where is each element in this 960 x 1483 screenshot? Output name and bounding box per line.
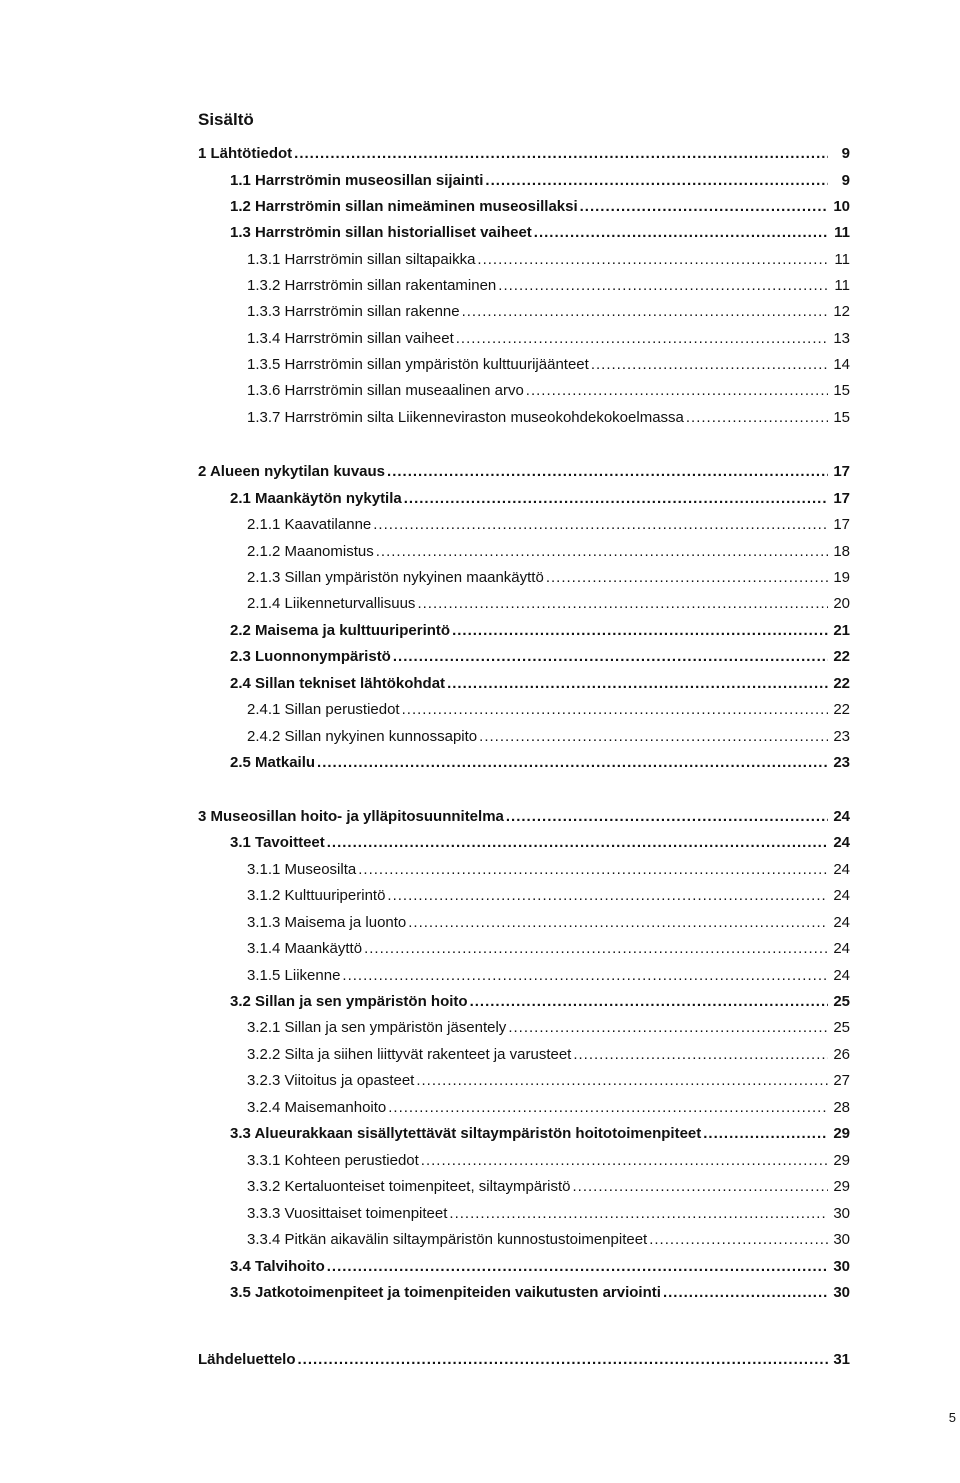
leader-dots bbox=[317, 753, 828, 773]
toc-entry-page: 25 bbox=[833, 993, 850, 1010]
toc-entry-label: 2.4.1 Sillan perustiedot bbox=[247, 701, 400, 718]
toc-entry[interactable] bbox=[247, 1151, 850, 1171]
toc-entry[interactable] bbox=[230, 1124, 850, 1144]
toc-entry[interactable] bbox=[198, 144, 850, 164]
toc-entry-page: 11 bbox=[834, 277, 850, 294]
toc-entry-label: 3.2 Sillan ja sen ympäristön hoito bbox=[230, 993, 468, 1010]
toc-entry-page: 18 bbox=[833, 543, 850, 560]
toc-entry-label: 2.4 Sillan tekniset lähtökohdat bbox=[230, 675, 446, 692]
leader-dots bbox=[479, 727, 828, 747]
leader-dots bbox=[421, 1151, 828, 1171]
leader-dots bbox=[327, 1257, 828, 1277]
toc-entry-label: 3.1 Tavoitteet bbox=[230, 834, 325, 851]
toc-entry[interactable] bbox=[230, 833, 850, 853]
leader-dots bbox=[534, 223, 828, 243]
toc-entry[interactable] bbox=[247, 355, 850, 375]
toc-entry[interactable] bbox=[247, 886, 850, 906]
toc-entry-label: 3.1.2 Kulttuuriperintö bbox=[247, 887, 386, 904]
leader-dots bbox=[546, 568, 828, 588]
leader-dots bbox=[470, 992, 828, 1012]
toc-entry-page: 17 bbox=[833, 490, 850, 507]
toc-entry-page: 24 bbox=[833, 861, 850, 878]
toc-entry[interactable] bbox=[230, 197, 850, 217]
toc-entry-page: 30 bbox=[833, 1284, 850, 1301]
toc-entry-label: 1.3.7 Harrströmin silta Liikenneviraston museokohdekokoelmassa bbox=[247, 409, 684, 426]
toc-entry-page: 9 bbox=[841, 172, 850, 189]
toc-entry-label: 1.3.3 Harrströmin sillan rakenne bbox=[247, 303, 460, 320]
toc-entry-label: 3.1.5 Liikenne bbox=[247, 967, 341, 984]
toc-entry-page: 12 bbox=[833, 303, 850, 320]
toc-entry-label: 3.1.1 Museosilta bbox=[247, 861, 357, 878]
toc-entry-page: 19 bbox=[833, 569, 850, 586]
leader-dots bbox=[294, 144, 828, 164]
toc-entry[interactable] bbox=[230, 1283, 850, 1303]
leader-dots bbox=[387, 462, 828, 482]
leader-dots bbox=[447, 674, 828, 694]
toc-entry-label: 2.1 Maankäytön nykytila bbox=[230, 490, 402, 507]
toc-entry[interactable] bbox=[247, 1018, 850, 1038]
toc-entry-page: 24 bbox=[833, 834, 850, 851]
leader-dots bbox=[417, 594, 828, 614]
toc-entry[interactable] bbox=[230, 992, 850, 1012]
toc-entry[interactable] bbox=[247, 276, 850, 296]
toc-entry[interactable] bbox=[247, 966, 850, 986]
leader-dots bbox=[573, 1177, 828, 1197]
toc-entry[interactable] bbox=[247, 939, 850, 959]
toc-entry-page: 9 bbox=[841, 145, 850, 162]
toc-entry-page: 24 bbox=[833, 914, 850, 931]
toc-entry-label: 2 Alueen nykytilan kuvaus bbox=[198, 463, 386, 480]
leader-dots bbox=[649, 1230, 828, 1250]
toc-entry-label: 3.5 Jatkotoimenpiteet ja toimenpiteiden vaikutusten arviointi bbox=[230, 1284, 661, 1301]
toc-entry-page: 11 bbox=[834, 251, 850, 268]
toc-entry[interactable] bbox=[247, 594, 850, 614]
toc-entry-page: 31 bbox=[833, 1351, 850, 1368]
leader-dots bbox=[376, 542, 828, 562]
toc-entry-label: 3 Museosillan hoito- ja ylläpitosuunnitelma bbox=[198, 808, 504, 825]
leader-dots bbox=[573, 1045, 828, 1065]
toc-entry[interactable] bbox=[198, 807, 850, 827]
toc-entry-page: 25 bbox=[833, 1019, 850, 1036]
toc-entry-label: 2.1.2 Maanomistus bbox=[247, 543, 374, 560]
toc-entry-label: 1 Lähtötiedot bbox=[198, 145, 293, 162]
toc-entry-label: 1.3 Harrströmin sillan historialliset vaiheet bbox=[230, 224, 532, 241]
leader-dots bbox=[526, 381, 828, 401]
toc-entry-label: 2.3 Luonnonympäristö bbox=[230, 648, 391, 665]
toc-entry-page: 24 bbox=[833, 808, 850, 825]
toc-entry[interactable] bbox=[198, 462, 850, 482]
leader-dots bbox=[452, 621, 828, 641]
toc-entry-page: 30 bbox=[833, 1231, 850, 1248]
leader-dots bbox=[703, 1124, 828, 1144]
toc-entry-label: 3.3.3 Vuosittaiset toimenpiteet bbox=[247, 1205, 448, 1222]
toc-entry-page: 27 bbox=[833, 1072, 850, 1089]
leader-dots bbox=[456, 329, 828, 349]
toc-entry-label: 1.3.5 Harrströmin sillan ympäristön kulttuurijäänteet bbox=[247, 356, 589, 373]
toc-entry-page: 22 bbox=[833, 701, 850, 718]
toc-entry-label: 3.2.3 Viitoitus ja opasteet bbox=[247, 1072, 415, 1089]
leader-dots bbox=[498, 276, 828, 296]
toc-entry-label: 1.3.4 Harrströmin sillan vaiheet bbox=[247, 330, 454, 347]
toc-entry[interactable] bbox=[198, 1350, 850, 1370]
toc-entry-page: 29 bbox=[833, 1152, 850, 1169]
toc-entry-label: 2.1.3 Sillan ympäristön nykyinen maankäyttö bbox=[247, 569, 544, 586]
toc-entry-label: 2.1.4 Liikenneturvallisuus bbox=[247, 595, 416, 612]
leader-dots bbox=[327, 833, 828, 853]
toc-entry-label: 3.4 Talvihoito bbox=[230, 1258, 325, 1275]
toc-entry-page: 30 bbox=[833, 1205, 850, 1222]
toc-entry-label: 3.1.4 Maankäyttö bbox=[247, 940, 363, 957]
toc-entry[interactable] bbox=[230, 489, 850, 509]
toc-entry-label: 3.2.4 Maisemanhoito bbox=[247, 1099, 387, 1116]
leader-dots bbox=[388, 1098, 828, 1118]
toc-entry[interactable] bbox=[247, 1177, 850, 1197]
toc-entry-page: 24 bbox=[833, 967, 850, 984]
toc-entry-page: 26 bbox=[833, 1046, 850, 1063]
toc-entry[interactable] bbox=[230, 674, 850, 694]
toc-entry[interactable] bbox=[247, 302, 850, 322]
leader-dots bbox=[591, 355, 828, 375]
toc-entry-page: 23 bbox=[833, 754, 850, 771]
toc-entry-page: 22 bbox=[833, 675, 850, 692]
leader-dots bbox=[416, 1071, 828, 1091]
leader-dots bbox=[404, 489, 828, 509]
toc-entry-page: 17 bbox=[833, 463, 850, 480]
toc-entry-page: 11 bbox=[834, 224, 850, 241]
toc-entry-label: 3.3.2 Kertaluonteiset toimenpiteet, siltaympäristö bbox=[247, 1178, 571, 1195]
toc-entry-label: 1.3.6 Harrströmin sillan museaalinen arvo bbox=[247, 382, 524, 399]
toc-entry[interactable] bbox=[247, 727, 850, 747]
toc-entry-page: 23 bbox=[833, 728, 850, 745]
toc-entry-label: 2.4.2 Sillan nykyinen kunnossapito bbox=[247, 728, 478, 745]
toc-entry-label: 1.3.1 Harrströmin sillan siltapaikka bbox=[247, 251, 476, 268]
leader-dots bbox=[506, 807, 828, 827]
toc-entry-page: 24 bbox=[833, 887, 850, 904]
toc-entry-page: 29 bbox=[833, 1178, 850, 1195]
leader-dots bbox=[373, 515, 828, 535]
leader-dots bbox=[342, 966, 828, 986]
toc-entry[interactable] bbox=[247, 329, 850, 349]
toc-entry-label: 2.5 Matkailu bbox=[230, 754, 316, 771]
toc-entry[interactable] bbox=[247, 1230, 850, 1250]
leader-dots bbox=[477, 250, 828, 270]
toc-entry[interactable] bbox=[230, 647, 850, 667]
toc-entry[interactable] bbox=[230, 223, 850, 243]
toc-entry-label: 3.1.3 Maisema ja luonto bbox=[247, 914, 407, 931]
leader-dots bbox=[449, 1204, 828, 1224]
toc-entry[interactable] bbox=[247, 408, 850, 428]
toc-entry[interactable] bbox=[247, 515, 850, 535]
toc-entry-label: 1.2 Harrströmin sillan nimeäminen museosillaksi bbox=[230, 198, 578, 215]
toc-entry-page: 28 bbox=[833, 1099, 850, 1116]
leader-dots bbox=[408, 913, 828, 933]
toc-entry-label: 1.1 Harrströmin museosillan sijainti bbox=[230, 172, 484, 189]
toc-entry-page: 30 bbox=[833, 1258, 850, 1275]
toc-entry[interactable] bbox=[230, 753, 850, 773]
toc-entry-label: 3.2.2 Silta ja siihen liittyvät rakenteet ja varusteet bbox=[247, 1046, 572, 1063]
toc-entry-label: Lähdeluettelo bbox=[198, 1351, 296, 1368]
toc-entry-page: 15 bbox=[833, 409, 850, 426]
toc-entry[interactable] bbox=[247, 860, 850, 880]
leader-dots bbox=[364, 939, 828, 959]
toc-entry-page: 14 bbox=[833, 356, 850, 373]
toc-entry-page: 24 bbox=[833, 940, 850, 957]
leader-dots bbox=[358, 860, 828, 880]
toc-entry[interactable] bbox=[247, 568, 850, 588]
toc-entry-page: 21 bbox=[833, 622, 850, 639]
toc-entry-label: 2.1.1 Kaavatilanne bbox=[247, 516, 372, 533]
toc-entry-label: 3.2.1 Sillan ja sen ympäristön jäsentely bbox=[247, 1019, 507, 1036]
toc-title: Sisältö bbox=[198, 110, 254, 129]
leader-dots bbox=[393, 647, 828, 667]
toc-entry[interactable] bbox=[247, 1045, 850, 1065]
toc-entry-page: 13 bbox=[833, 330, 850, 347]
page-number: 5 bbox=[948, 1410, 956, 1425]
leader-dots bbox=[686, 408, 828, 428]
toc-entry-page: 15 bbox=[833, 382, 850, 399]
toc-entry[interactable] bbox=[247, 913, 850, 933]
toc-entry-label: 2.2 Maisema ja kulttuuriperintö bbox=[230, 622, 451, 639]
toc-entry[interactable] bbox=[247, 1204, 850, 1224]
toc-entry-page: 10 bbox=[833, 198, 850, 215]
toc-entry-label: 3.3 Alueurakkaan sisällytettävät siltaympäristön hoitotoimenpiteet bbox=[230, 1125, 702, 1142]
toc-entry[interactable] bbox=[247, 250, 850, 270]
toc-entry-label: 3.3.4 Pitkän aikavälin siltaympäristön kunnostustoimenpiteet bbox=[247, 1231, 648, 1248]
toc-entry[interactable] bbox=[247, 381, 850, 401]
leader-dots bbox=[485, 171, 828, 191]
leader-dots bbox=[663, 1283, 828, 1303]
toc-entry[interactable] bbox=[230, 171, 850, 191]
toc-entry[interactable] bbox=[247, 1098, 850, 1118]
leader-dots bbox=[387, 886, 828, 906]
toc-entry[interactable] bbox=[247, 1071, 850, 1091]
toc-entry[interactable] bbox=[247, 542, 850, 562]
toc-entry[interactable] bbox=[230, 621, 850, 641]
toc-entry-page: 20 bbox=[833, 595, 850, 612]
toc-entry-page: 29 bbox=[833, 1125, 850, 1142]
toc-entry-page: 22 bbox=[833, 648, 850, 665]
toc-entry-label: 1.3.2 Harrströmin sillan rakentaminen bbox=[247, 277, 497, 294]
toc-entry-label: 3.3.1 Kohteen perustiedot bbox=[247, 1152, 419, 1169]
toc-entry-page: 17 bbox=[833, 516, 850, 533]
leader-dots bbox=[402, 700, 828, 720]
leader-dots bbox=[462, 302, 828, 322]
toc-entry[interactable] bbox=[247, 700, 850, 720]
leader-dots bbox=[298, 1350, 828, 1370]
toc-entry[interactable] bbox=[230, 1257, 850, 1277]
leader-dots bbox=[508, 1018, 828, 1038]
leader-dots bbox=[580, 197, 828, 217]
